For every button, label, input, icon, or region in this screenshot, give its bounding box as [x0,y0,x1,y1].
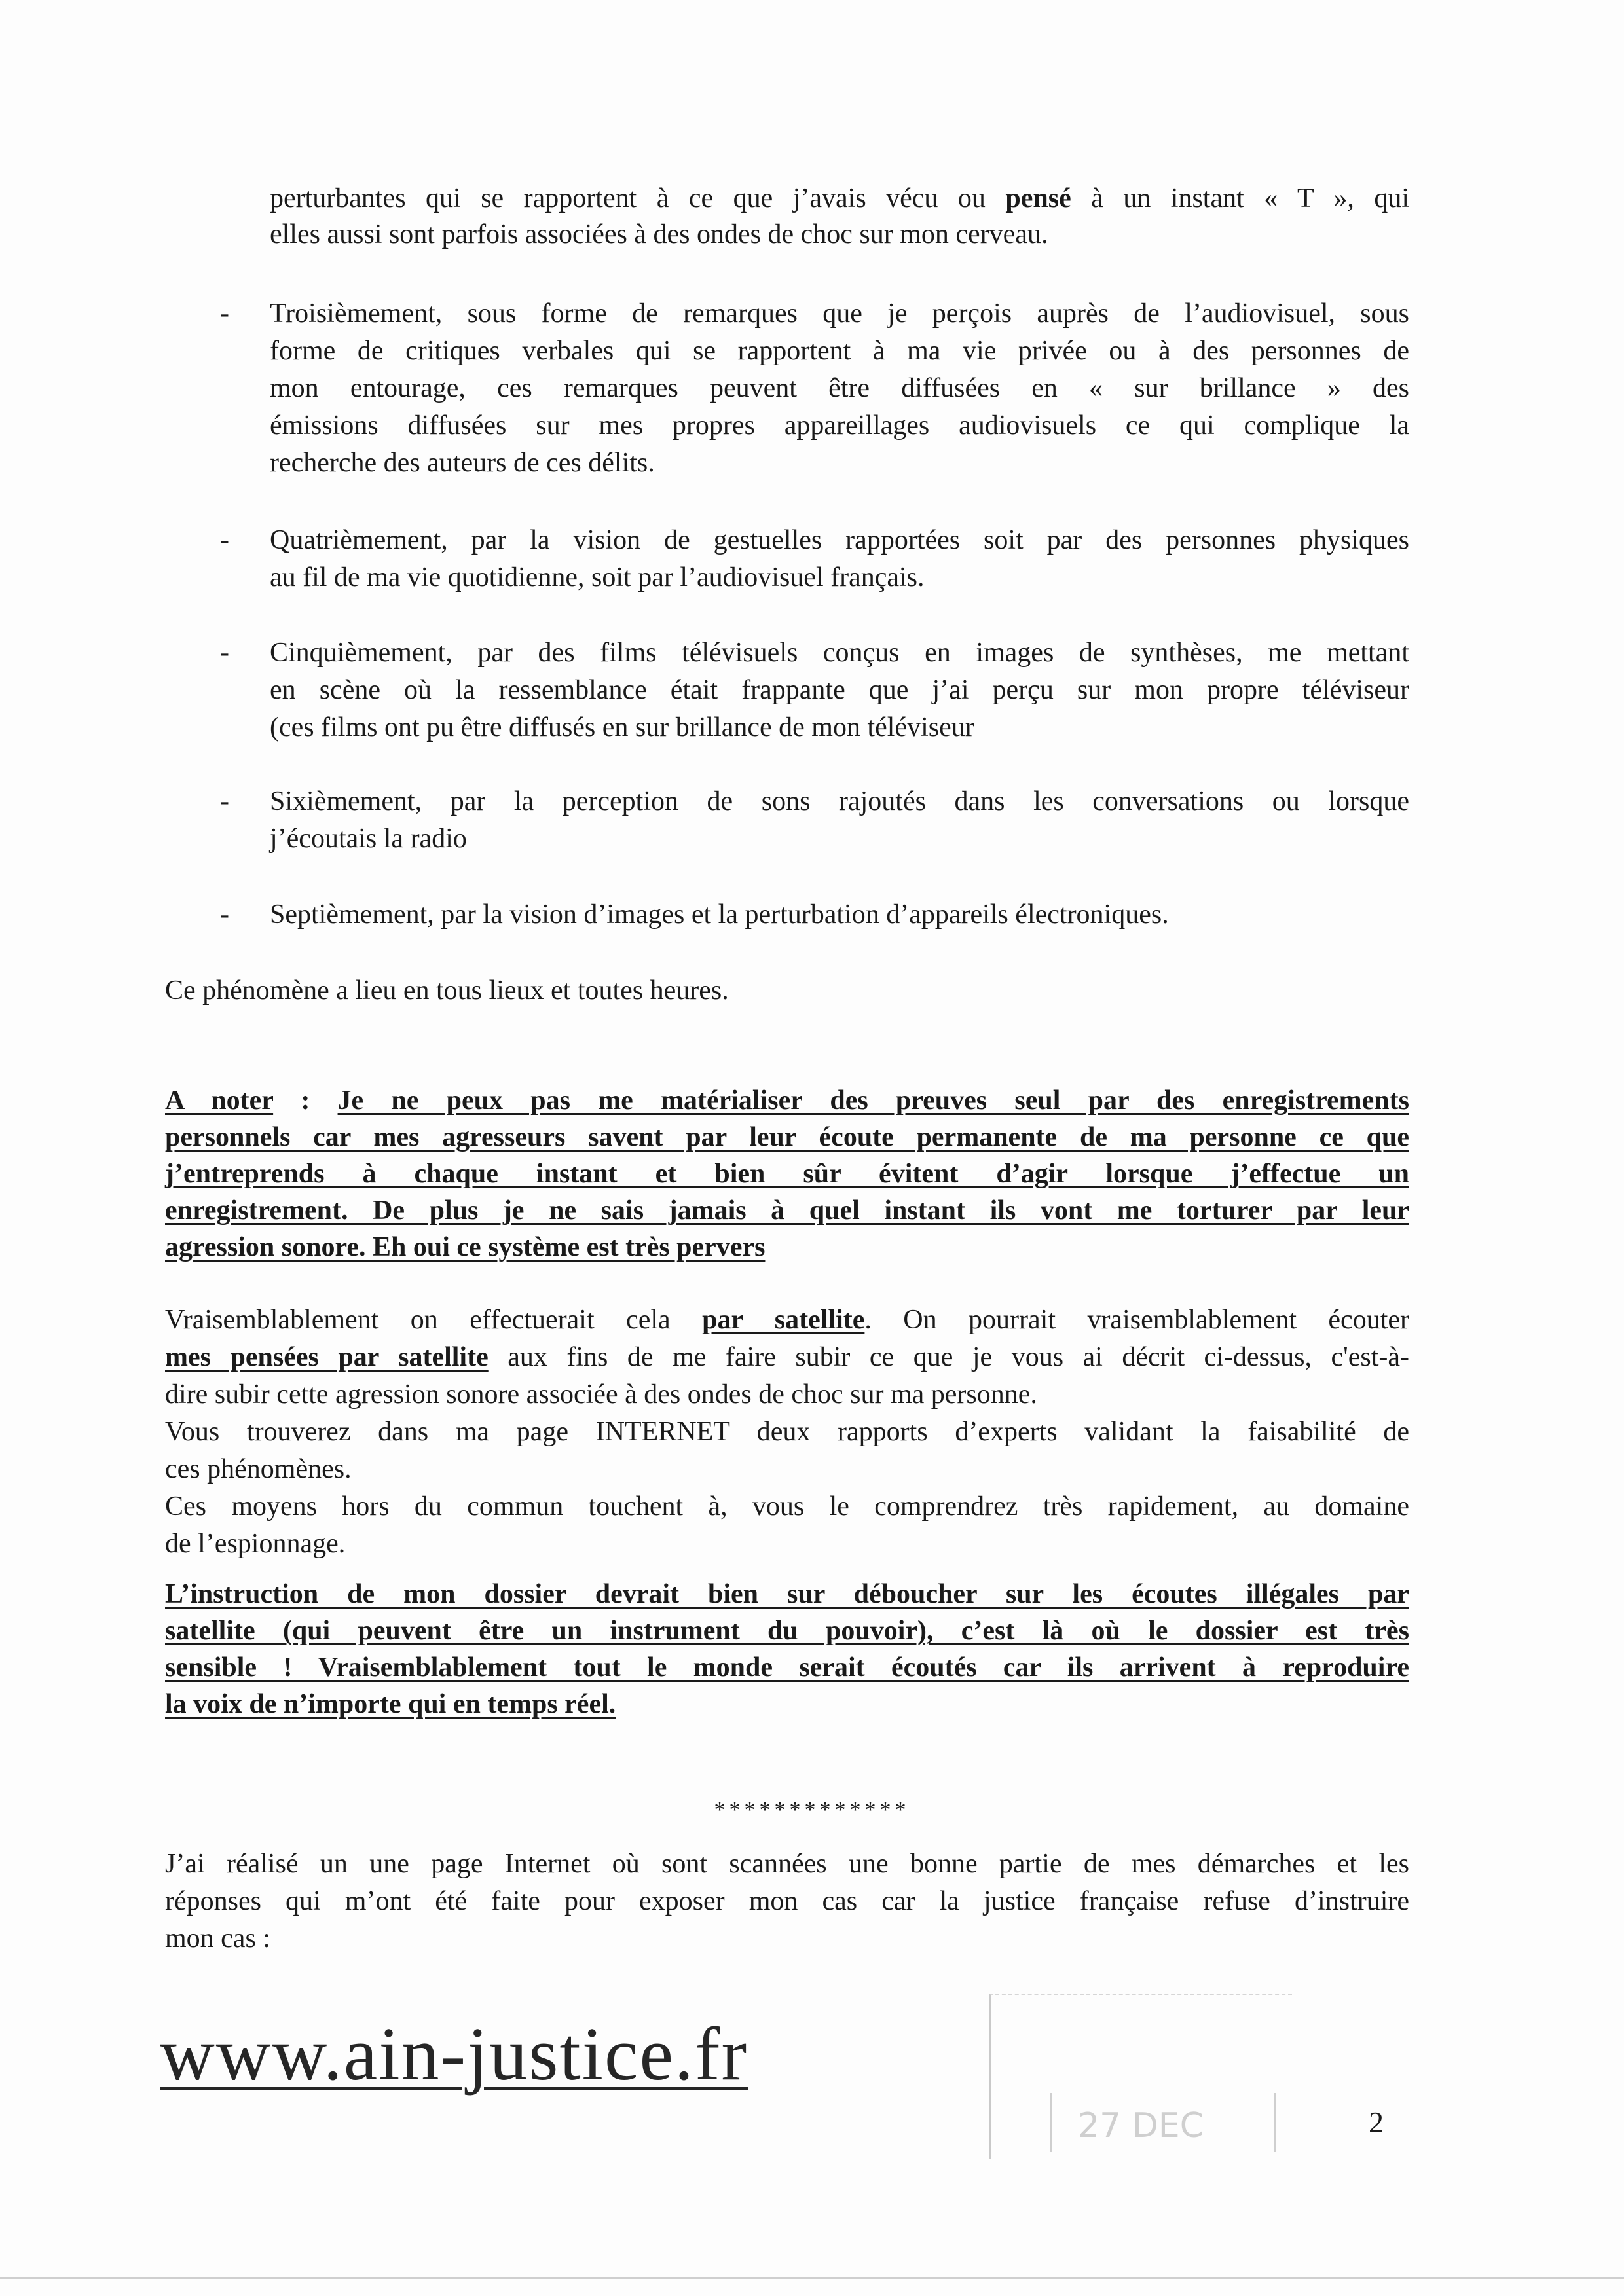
stamp-date-box [1050,2093,1276,2152]
note-label: A noter [165,1085,274,1116]
item-3-line-4: émissions diffusées sur mes propres appareillages audiovisuels ce qui complique la [270,410,1409,441]
internet-line-1: J’ai réalisé un une page Internet où sont scannées une bonne partie de mes démarches et les [165,1849,1409,1879]
website-url: www.ain-justice.fr [160,2013,748,2096]
para2-line-1: Vous trouverez dans ma page INTERNET deux rapports d’experts validant la faisabilité de [165,1417,1409,1447]
para1-line-1: Vraisemblablement on effectuerait cela par satellite. On pourrait vraisemblablement écouter [165,1305,1409,1335]
item-5-line-3: (ces films ont pu être diffusés en sur brillance de mon téléviseur [270,712,974,742]
para1-line-3: dire subir cette agression sonore associée à des ondes de choc sur ma personne. [165,1379,1037,1410]
item-6-line-1: Sixièmement, par la perception de sons rajoutés dans les conversations ou lorsque [270,786,1409,816]
item-6-line-2: j’écoutais la radio [270,824,467,854]
scan-edge-line [0,2277,1624,2279]
stamp-date: 27 DEC [1078,2106,1204,2145]
item-3-line-1: Troisièmement, sous forme de remarques que je perçois auprès de l’audiovisuel, sous [270,299,1409,329]
item-3-line-2: forme de critiques verbales qui se rapportent à ma vie privée ou à des personnes de [270,336,1409,366]
note-line-5: agression sonore. Eh oui ce système est très pervers [165,1232,766,1262]
list-bullet-dash: - [220,900,229,930]
note-line-1: A noter : Je ne peux pas me matérialiser des preuves seul par des enregistrements [165,1085,1409,1116]
mes-pensees-emphasis: mes pensées par satellite [165,1342,489,1372]
note-line-4: enregistrement. De plus je ne sais jamais à quel instant ils vont me torturer par leur [165,1195,1409,1226]
list-continuation-line-2: elles aussi sont parfois associées à des ondes de choc sur mon cerveau. [270,219,1048,249]
item-4-line-1: Quatrièmement, par la vision de gestuelles rapportées soit par des personnes physiques [270,525,1409,555]
instruction-line-2: satellite (qui peuvent être un instrument du pouvoir), c’est là où le dossier est très [165,1616,1409,1646]
item-3-line-5: recherche des auteurs de ces délits. [270,448,655,478]
item-5-line-2: en scène où la ressemblance était frappante que j’ai perçu sur mon propre téléviseur [270,675,1409,705]
note-line-2: personnels car mes agresseurs savent par leur écoute permanente de ma personne ce que [165,1122,1409,1152]
note-line-3: j’entreprends à chaque instant et bien sûr évitent d’agir lorsque j’effectue un [165,1159,1409,1189]
internet-line-2: réponses qui m’ont été faite pour exposer mon cas car la justice française refuse d’instruire [165,1886,1409,1916]
para3-line-1: Ces moyens hors du commun touchent à, vous le comprendrez très rapidement, au domaine [165,1491,1409,1522]
item-7-line-1: Septièmement, par la vision d’images et la perturbation d’appareils électroniques. [270,900,1169,930]
page-number: 2 [1369,2105,1384,2139]
list-continuation-line-1: perturbantes qui se rapportent à ce que j’avais vécu ou pensé à un instant « T », qui [270,183,1409,213]
instruction-line-3: sensible ! Vraisemblablement tout le monde serait écoutés car ils arrivent à reproduire [165,1652,1409,1683]
instruction-line-1: L’instruction de mon dossier devrait bien sur déboucher sur les écoutes illégales par [165,1579,1409,1609]
internet-line-3: mon cas : [165,1923,270,1954]
list-bullet-dash: - [220,525,229,555]
phenomene-text: Ce phénomène a lieu en tous lieux et toutes heures. [165,975,729,1006]
list-bullet-dash: - [220,638,229,668]
item-4-line-2: au fil de ma vie quotidienne, soit par l’audiovisuel français. [270,562,925,592]
list-bullet-dash: - [220,299,229,329]
received-stamp [989,1994,1292,2159]
list-bullet-dash: - [220,786,229,816]
par-satellite-emphasis: par satellite [702,1305,865,1335]
item-3-line-3: mon entourage, ces remarques peuvent être diffusées en « sur brillance » des [270,373,1409,403]
item-5-line-1: Cinquièmement, par des films télévisuels conçus en images de synthèses, me mettant [270,638,1409,668]
para2-line-2: ces phénomènes. [165,1454,352,1484]
instruction-line-4: la voix de n’importe qui en temps réel. [165,1689,616,1719]
section-separator: ************* [714,1798,910,1822]
para1-line-2: mes pensées par satellite aux fins de me faire subir ce que je vous ai décrit ci-dessus, c'est-à- [165,1342,1409,1372]
para3-line-2: de l’espionnage. [165,1529,346,1559]
